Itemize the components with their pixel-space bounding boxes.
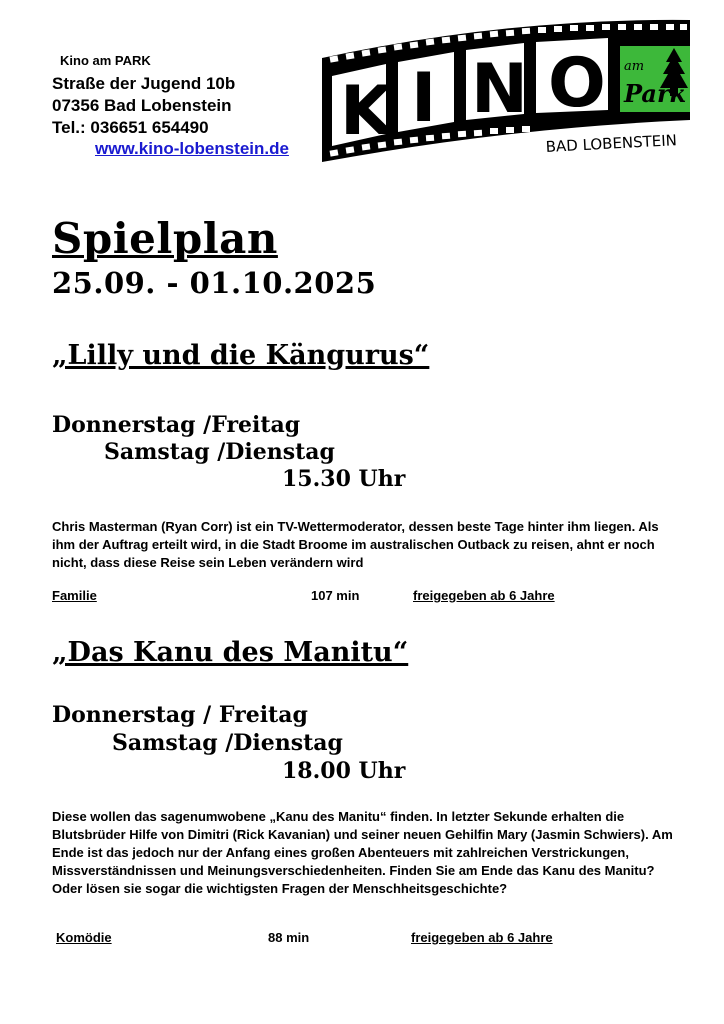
film-1-title: „Lilly und die Kängurus“ xyxy=(52,340,430,371)
film-1-days-2: Samstag /Dienstag xyxy=(104,439,335,465)
date-range: 25.09. - 01.10.2025 xyxy=(52,266,377,300)
film-2-genre: Komödie xyxy=(56,930,112,945)
film-2-duration: 88 min xyxy=(268,930,310,945)
logo-letter-o: O xyxy=(548,44,606,123)
film-2-days-1: Donnerstag / Freitag xyxy=(52,702,308,728)
kino-logo xyxy=(318,18,698,178)
website-link[interactable]: www.kino-lobenstein.de xyxy=(95,139,289,158)
film-1-time: 15.30 Uhr xyxy=(282,466,406,492)
film-2-description: Diese wollen das sagenumwobene „Kanu des Manitu“ finden. In letzter Sekunde erhalten die Blutsbrüder Hilfe von Dimitri (Rick Kavanian) und seiner neuen Gehilfin Mary (Jasmin Schwiers). Am Ende ist das jedoch nur der Anfang eines großen Abenteuers mit zahlreichen Verstrickungen, Missverständnissen und Meinungsverschiedenheiten. Finden Sie am Ende das Kanu des Manitu? Oder lösen sie sogar die wichtigsten Fragen der Menschheitsgeschichte? xyxy=(52,809,673,896)
logo-location: BAD LOBENSTEIN xyxy=(545,131,678,156)
logo-letter-k: K xyxy=(340,72,393,151)
film-1-duration: 107 min xyxy=(311,588,360,603)
film-2-title: „Das Kanu des Manitu“ xyxy=(52,637,409,668)
address-city: 07356 Bad Lobenstein xyxy=(52,96,232,115)
address-street: Straße der Jugend 10b xyxy=(52,74,236,93)
logo-letter-n: N xyxy=(471,50,528,129)
film-2-rating: freigegeben ab 6 Jahre xyxy=(411,930,553,945)
logo-letter-i: I xyxy=(411,59,437,138)
film-2-time: 18.00 Uhr xyxy=(282,758,406,784)
film-1-description: Chris Masterman (Ryan Corr) ist ein TV-Wettermoderator, dessen beste Tage hinter ihm liegen. Als ihm der Auftrag erteilt wird, in die Stadt Broome im australischen Outback zu reisen, ahnt er noch nicht, dass diese Reise sein Leben verändern wird xyxy=(52,519,659,570)
badge-bottom-text: Park xyxy=(624,79,687,108)
film-1-rating: freigegeben ab 6 Jahre xyxy=(413,588,555,603)
phone-number: Tel.: 036651 654490 xyxy=(52,118,209,137)
film-2-days-2: Samstag /Dienstag xyxy=(112,730,343,756)
film-1-days-1: Donnerstag /Freitag xyxy=(52,412,301,438)
film-1-genre: Familie xyxy=(52,588,97,603)
badge-top-text: am xyxy=(624,59,645,74)
page-title: Spielplan xyxy=(52,214,278,263)
cinema-name: Kino am PARK xyxy=(60,53,151,68)
